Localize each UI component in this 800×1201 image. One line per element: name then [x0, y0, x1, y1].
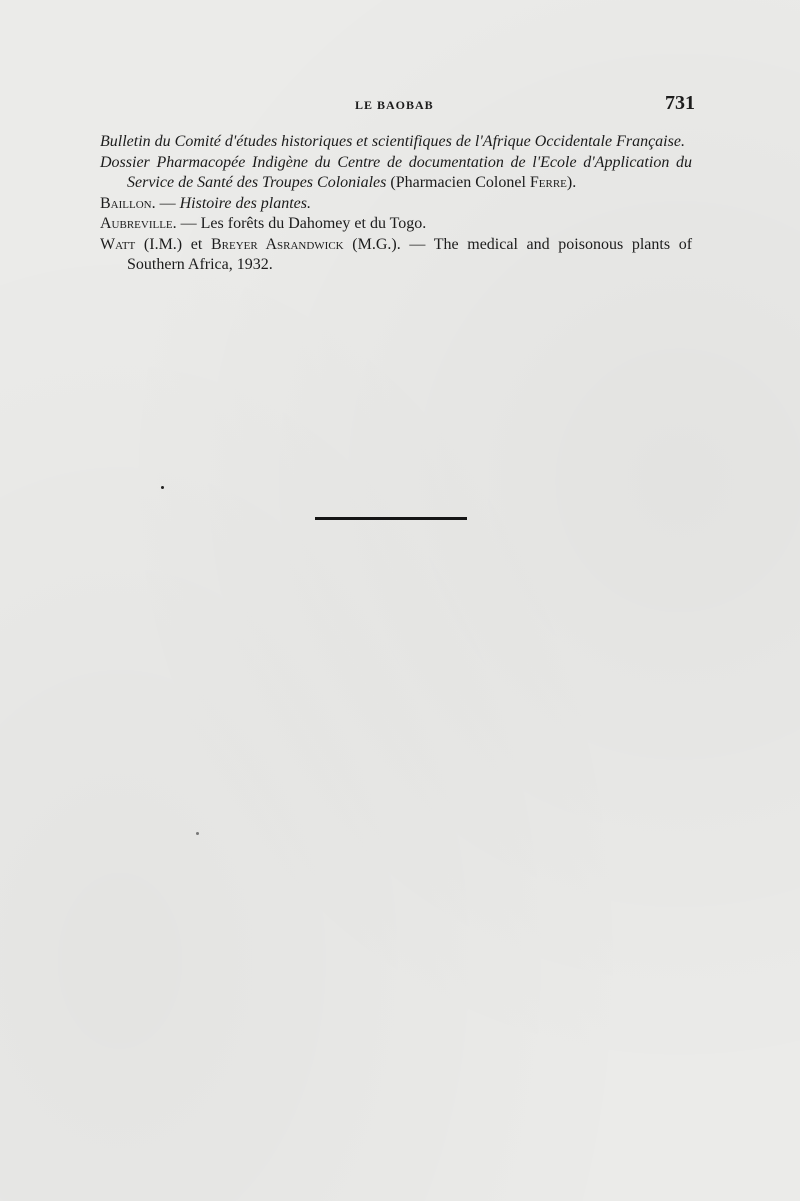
reference-item	[100, 132, 692, 153]
reference-text: ).	[566, 174, 577, 191]
reference-item	[100, 214, 692, 235]
reference-author: Aubreville.	[100, 215, 177, 232]
print-speck	[196, 832, 199, 835]
reference-author: Baillon.	[100, 194, 156, 212]
reference-author: Breyer Asrandwick	[210, 235, 344, 253]
reference-item	[100, 235, 692, 276]
reference-item	[100, 194, 692, 215]
running-title: LE BAOBAB	[355, 98, 434, 112]
page-header	[100, 92, 695, 118]
reference-separator: (M.G.). —	[343, 235, 434, 253]
reference-author: Ferre	[529, 174, 567, 191]
reference-list	[100, 132, 692, 276]
print-speck	[161, 486, 164, 489]
reference-title: Bulletin du Comité d'études historiques et scientifiques de l'Afrique Occidentale Française.	[100, 133, 685, 150]
reference-item	[100, 153, 692, 194]
page-number: 731	[665, 92, 695, 114]
reference-text: (I.M.) et	[135, 235, 211, 253]
reference-text: The medical and poisonous plants of Southern Africa, 1932.	[127, 235, 693, 273]
reference-separator: —	[176, 215, 201, 232]
reference-text: (Pharmacien Colonel	[386, 174, 530, 191]
reference-title: Dossier Pharmacopée Indigène du Centre de documentation de l'Ecole d'Application du Service de Santé des Troupes Coloniales	[100, 153, 692, 191]
section-end-rule	[315, 517, 467, 520]
reference-separator: —	[155, 194, 180, 212]
reference-author: Watt	[100, 235, 136, 253]
reference-title: Histoire des plantes.	[179, 194, 312, 212]
reference-text: Les forêts du Dahomey et du Togo.	[200, 215, 427, 232]
